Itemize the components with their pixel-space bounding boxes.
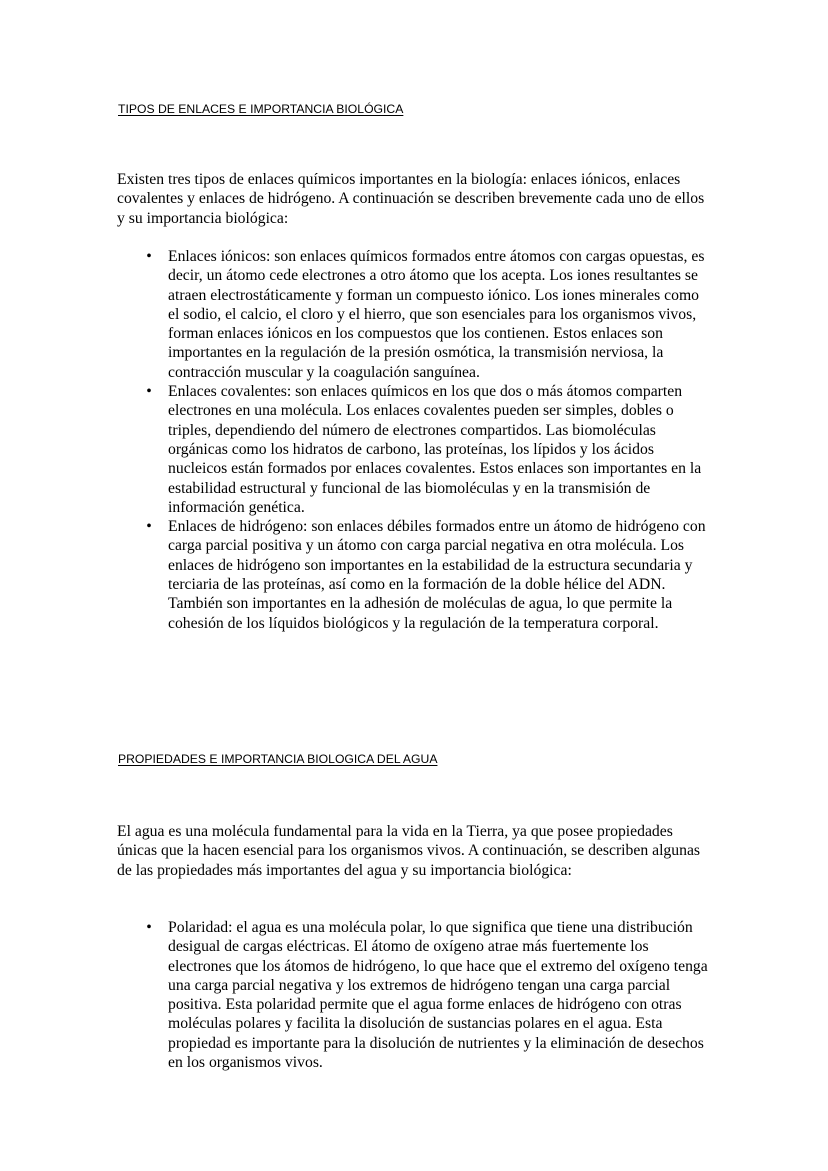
list-item-ionic-bonds (140, 247, 710, 382)
bullet-icon: • (146, 248, 152, 265)
intro-paragraph-enlaces: Existen tres tipos de enlaces químicos importantes en la biología: enlaces iónicos, enlaces covalentes y enlaces de hidrógeno. A continuación se describen brevemente cada uno de ellos y su importancia biológica: (117, 171, 705, 227)
section-heading-enlaces: TIPOS DE ENLACES E IMPORTANCIA BIOLÓGICA (118, 102, 404, 116)
list-item-covalent-bonds (140, 382, 710, 517)
bullet-icon: • (146, 919, 152, 936)
list-item-text: Polaridad: el agua es una molécula polar, lo que significa que tiene una distribución desigual de cargas eléctricas. El átomo de oxígeno atrae más fuertemente los electrones que los átomos de hidrógeno, lo que hace que el extremo del oxígeno tenga una carga parcial negativa y los extremos de hidrógeno tengan una carga parcial positiva. Esta polaridad permite que el agua forme enlaces de hidrógeno con otras moléculas polares y facilita la disolución de sustancias polares en el agua. Esta propiedad es importante para la disolución de nutrientes y la eliminación de desechos en los organismos vivos. (168, 919, 708, 1072)
list-item-polarity (140, 918, 710, 1072)
bullet-icon: • (146, 518, 152, 536)
section-heading-agua: PROPIEDADES E IMPORTANCIA BIOLOGICA DEL AGUA (118, 752, 438, 766)
bullet-icon: • (146, 383, 152, 401)
water-properties-list (140, 918, 710, 1072)
list-item-text: Enlaces iónicos: son enlaces químicos formados entre átomos con cargas opuestas, es decir, un átomo cede electrones a otro átomo que los acepta. Los iones resultantes se atraen electrostáticamente y forman un compuesto iónico. Los iones minerales como el sodio, el calcio, el cloro y el hierro, que son esenciales para los organismos vivos, forman enlaces iónicos en los compuestos que los contienen. Estos enlaces son importantes en la regulación de la presión osmótica, la transmisión nerviosa, la contracción muscular y la coagulación sanguínea. (168, 248, 705, 381)
intro-paragraph-agua: El agua es una molécula fundamental para la vida en la Tierra, ya que posee propiedades únicas que la hacen esencial para los organismos vivos. A continuación, se describen algunas de las propiedades más importantes del agua y su importancia biológica: (117, 823, 701, 879)
list-item-text: Enlaces de hidrógeno: son enlaces débiles formados entre un átomo de hidrógeno con carga parcial positiva y un átomo con carga parcial negativa en otra molécula. Los enlaces de hidrógeno son importantes en la estabilidad de la estructura secundaria y terciaria de las proteínas, así como en la formación de la doble hélice del ADN. También son importantes en la adhesión de moléculas de agua, lo que permite la cohesión de los líquidos biológicos y la regulación de la temperatura corporal. (168, 518, 706, 632)
bond-types-list (140, 247, 710, 633)
list-item-text: Enlaces covalentes: son enlaces químicos en los que dos o más átomos comparten electrones en una molécula. Los enlaces covalentes pueden ser simples, dobles o triples, dependiendo del número de electrones compartidos. Las biomoléculas orgánicas como los hidratos de carbono, las proteínas, los lípidos y los ácidos nucleicos están formados por enlaces covalentes. Estos enlaces son importantes en la estabilidad estructural y funcional de las biomoléculas y en la transmisión de información genética. (168, 383, 702, 516)
list-item-hydrogen-bonds (140, 517, 710, 633)
